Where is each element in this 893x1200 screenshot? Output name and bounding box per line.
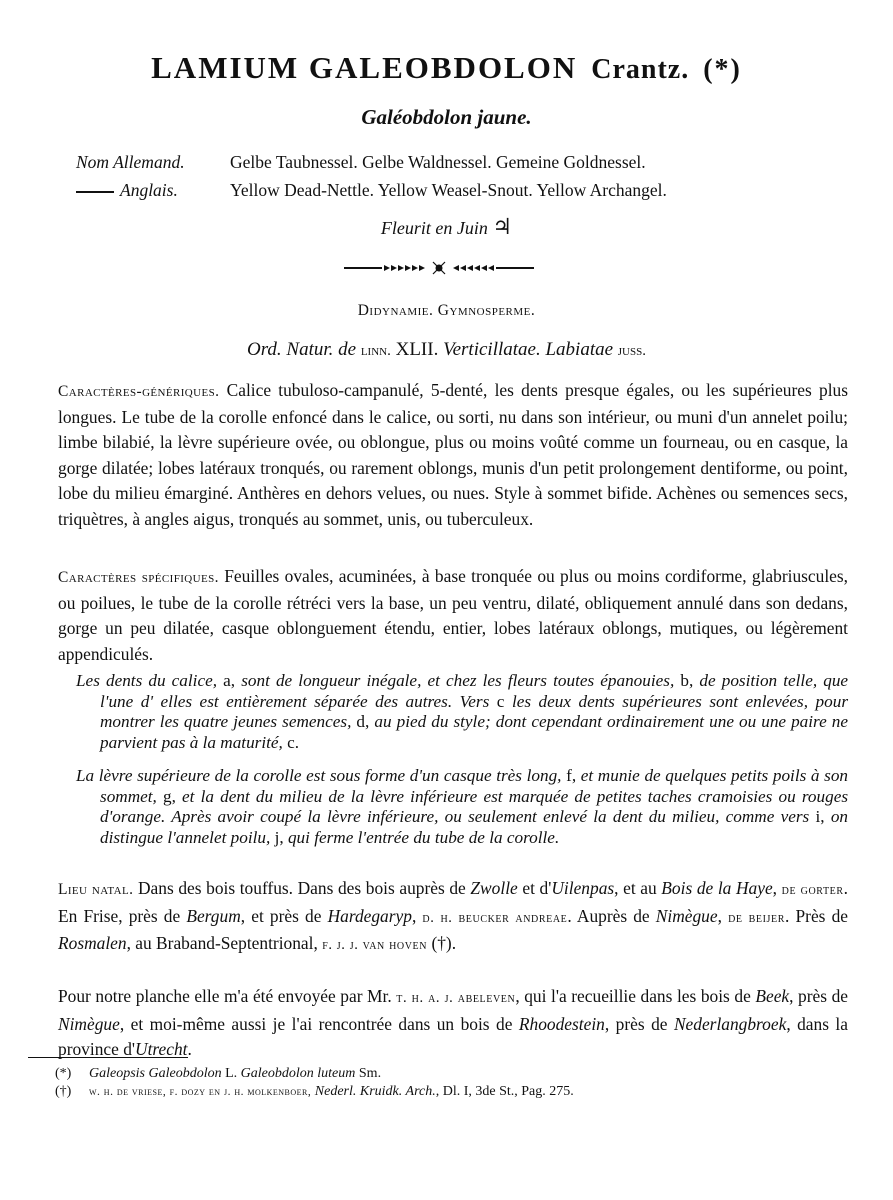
reference-authors: w. h. de vriese, f. dozy en j. h. molkenboer, bbox=[89, 1086, 312, 1098]
perennial-symbol: ♃ bbox=[492, 214, 513, 239]
footnote-mark: (*) bbox=[55, 1066, 72, 1081]
english-label: Anglais. bbox=[120, 180, 178, 200]
place-name: Hardegaryp bbox=[327, 905, 412, 926]
specific-text: Feuilles ovales, acuminées, à base tronquée ou plus ou moins cordiforme, glabriuscules, ou poilues, le tube de la corolle rétréci vers la base, un peu ventru, dilaté, obliquement annulé dans son dedans, gorge un peu dilatée, casque oblonguement étendu, entier, lobes latéraux oblongs, mutiques, ou légèrement appendiculés. bbox=[58, 566, 848, 664]
figure-letter: g, bbox=[162, 786, 176, 806]
place-name: Nimègue bbox=[655, 905, 718, 926]
collector-name: de gorter bbox=[781, 882, 844, 898]
german-names: Gelbe Taubnessel. Gelbe Waldnessel. Gemeine Goldnessel. bbox=[230, 152, 646, 172]
locality-text: , et au bbox=[614, 878, 662, 898]
locality-text: (†). bbox=[427, 933, 457, 954]
figure-letter: f, bbox=[566, 766, 577, 785]
reference-title: Nederl. Kruidk. Arch. bbox=[314, 1084, 436, 1099]
locality-text: , bbox=[772, 878, 782, 898]
collector-name: t. h. a. j. abeleven bbox=[396, 990, 516, 1006]
locality-text: , au Braband-Septentrional, bbox=[126, 933, 323, 954]
locality-text: , et près de bbox=[240, 905, 328, 926]
locality-text: , bbox=[411, 905, 423, 926]
species-title bbox=[0, 50, 893, 86]
flowering-text: Fleurit en Juin bbox=[380, 218, 488, 238]
plate-text: . bbox=[187, 1039, 192, 1060]
figure-letter: c bbox=[496, 691, 505, 711]
collector-name: f. j. j. van hoven bbox=[322, 937, 428, 954]
plate-text: , près de bbox=[604, 1013, 674, 1034]
plate-source bbox=[58, 984, 848, 1063]
note-text: qui ferme l'entrée du tube de la corolle. bbox=[287, 827, 560, 847]
footnote-2 bbox=[55, 1084, 574, 1100]
footnote-mark: (*) bbox=[703, 54, 742, 85]
figure-letter: a, bbox=[223, 671, 236, 690]
author-name: Crantz. bbox=[591, 54, 690, 85]
place-name: Nimègue bbox=[58, 1013, 120, 1034]
note-text: les deux dents supérieures sont enlevées, pour montrer les quatre jeunes semences, bbox=[100, 691, 849, 731]
note-text: de position telle, que l'une d' elles est entièrement séparée des autres. Vers bbox=[100, 671, 849, 711]
figure-letter: j, bbox=[274, 827, 284, 847]
order-family-1: Verticillatae. bbox=[443, 339, 541, 360]
place-name: Utrecht bbox=[135, 1039, 188, 1060]
plate-text: , et moi-même aussi je l'ai rencontrée dans un bois de bbox=[119, 1013, 519, 1034]
synonym-author: L. bbox=[221, 1066, 241, 1081]
place-name: Rhoodestein bbox=[518, 1013, 605, 1034]
locality-text: , bbox=[717, 905, 729, 926]
footnote-rule bbox=[28, 1057, 188, 1058]
footnote-mark: (†) bbox=[55, 1084, 72, 1099]
synonym: Galeobdolon luteum bbox=[240, 1066, 356, 1081]
footnote-1 bbox=[55, 1066, 381, 1082]
ornamental-divider bbox=[344, 258, 534, 278]
locality-text: Dans des bois touffus. Dans des bois auprès de bbox=[133, 878, 471, 898]
figure-letter: b, bbox=[680, 671, 694, 690]
reference-details: , Dl. I, 3de St., Pag. 275. bbox=[435, 1084, 574, 1099]
note-text: on distingue l'annelet poilu, bbox=[100, 807, 849, 847]
specific-characters bbox=[58, 564, 848, 667]
calyx-note bbox=[76, 671, 848, 753]
flowering-time bbox=[0, 214, 893, 240]
place-name: Beek bbox=[755, 986, 790, 1006]
locality-text: . En Frise, près de bbox=[58, 878, 849, 926]
note-text: au pied du style; dont cependant ordinairement une ou une paire ne parvient pas à la maturité, bbox=[100, 712, 848, 752]
note-text: et munie de quelques petits poils à son sommet, bbox=[100, 766, 849, 806]
plate-text: Pour notre planche elle m'a été envoyée par Mr. bbox=[58, 986, 397, 1006]
native-locality bbox=[58, 876, 848, 959]
generic-lead: Caractères-génériques. bbox=[58, 383, 220, 400]
german-names-row bbox=[76, 148, 667, 176]
note-text: Les dents du calice, bbox=[76, 671, 218, 690]
locality-text: . Auprès de bbox=[567, 905, 656, 926]
synonym-author: Sm. bbox=[355, 1066, 382, 1081]
order-linn: linn. bbox=[360, 343, 391, 359]
german-label: Nom Allemand. bbox=[76, 152, 185, 172]
place-name: Nederlangbroek bbox=[673, 1013, 787, 1034]
english-names: Yellow Dead-Nettle. Yellow Weasel-Snout. Yellow Archangel. bbox=[230, 180, 667, 200]
place-name: Bois de la Haye bbox=[661, 878, 773, 898]
place-name: Zwolle bbox=[470, 878, 518, 898]
generic-text: Calice tubuloso-campanulé, 5-denté, les dents presque égales, ou les supérieures plus longues. Le tube de la corolle enfoncé dans le calice, ou sorti, nu dans son intérieur, ou muni d'un annelet poilu; limbe bilabié, la lèvre supérieure ovée, ou oblongue, plus ou moins voûté comme un fourneau, ou en casque, la gorge dilatée; lobes latéraux tronqués, ou rarement oblongs, munis d'un petit prolongement dentiforme, ou point, lobe du milieu émarginé. Anthères en dehors velues, ou nues. Style à sommet bifide. Achènes ou semences secs, triquètres, à angles aigus, tronqués au sommet, unis, ou tuberculeux. bbox=[58, 380, 848, 529]
natural-order bbox=[0, 339, 893, 361]
locality-text: et d' bbox=[517, 878, 552, 898]
note-text: et la dent du milieu de la lèvre inférieure est marquée de petites taches cramoisies ou rouges d'orange. Après avoir coupé la lèvre inférieure, ou seulement enlevé la dent du milieu, comme vers bbox=[100, 786, 849, 826]
collector-name: d. h. beucker andreae bbox=[422, 909, 568, 926]
order-prefix: Ord. Natur. de bbox=[246, 339, 357, 360]
figure-letter: i, bbox=[815, 807, 825, 826]
note-text: sont de longueur inégale, et chez les fleurs toutes épanouies, bbox=[241, 671, 675, 690]
place-name: Bergum bbox=[186, 905, 241, 926]
english-names-row bbox=[76, 176, 667, 204]
figure-letter: c. bbox=[287, 732, 300, 752]
french-name: Galéobdolon jaune. bbox=[361, 105, 532, 129]
genus-name: LAMIUM GALEOBDOLON bbox=[151, 50, 578, 85]
figure-letter: d, bbox=[356, 712, 370, 731]
locality-lead: Lieu natal. bbox=[58, 881, 134, 898]
plate-text: , qui l'a recueillie dans les bois de bbox=[515, 986, 756, 1006]
vernacular-names bbox=[76, 148, 667, 204]
linnean-class: Didynamie. Gymnosperme. bbox=[357, 302, 536, 319]
ditto-dash bbox=[76, 191, 114, 193]
locality-text: . Près de bbox=[785, 905, 848, 926]
order-family-2: Labiatae bbox=[545, 339, 614, 360]
synonym: Galeopsis Galeobdolon bbox=[89, 1066, 222, 1081]
collector-name: de beijer bbox=[728, 909, 786, 926]
corolla-note bbox=[76, 766, 848, 848]
plate-text: , dans la province d' bbox=[58, 1013, 848, 1060]
order-juss: juss. bbox=[617, 343, 646, 359]
specific-lead: Caractères spécifiques. bbox=[58, 569, 219, 586]
place-name: Rosmalen bbox=[58, 933, 127, 954]
note-text: La lèvre supérieure de la corolle est sous forme d'un casque très long, bbox=[76, 766, 562, 785]
generic-characters bbox=[58, 378, 848, 533]
place-name: Uilenpas bbox=[551, 878, 615, 898]
order-number: XLII. bbox=[395, 339, 439, 360]
plate-text: , près de bbox=[789, 986, 848, 1006]
